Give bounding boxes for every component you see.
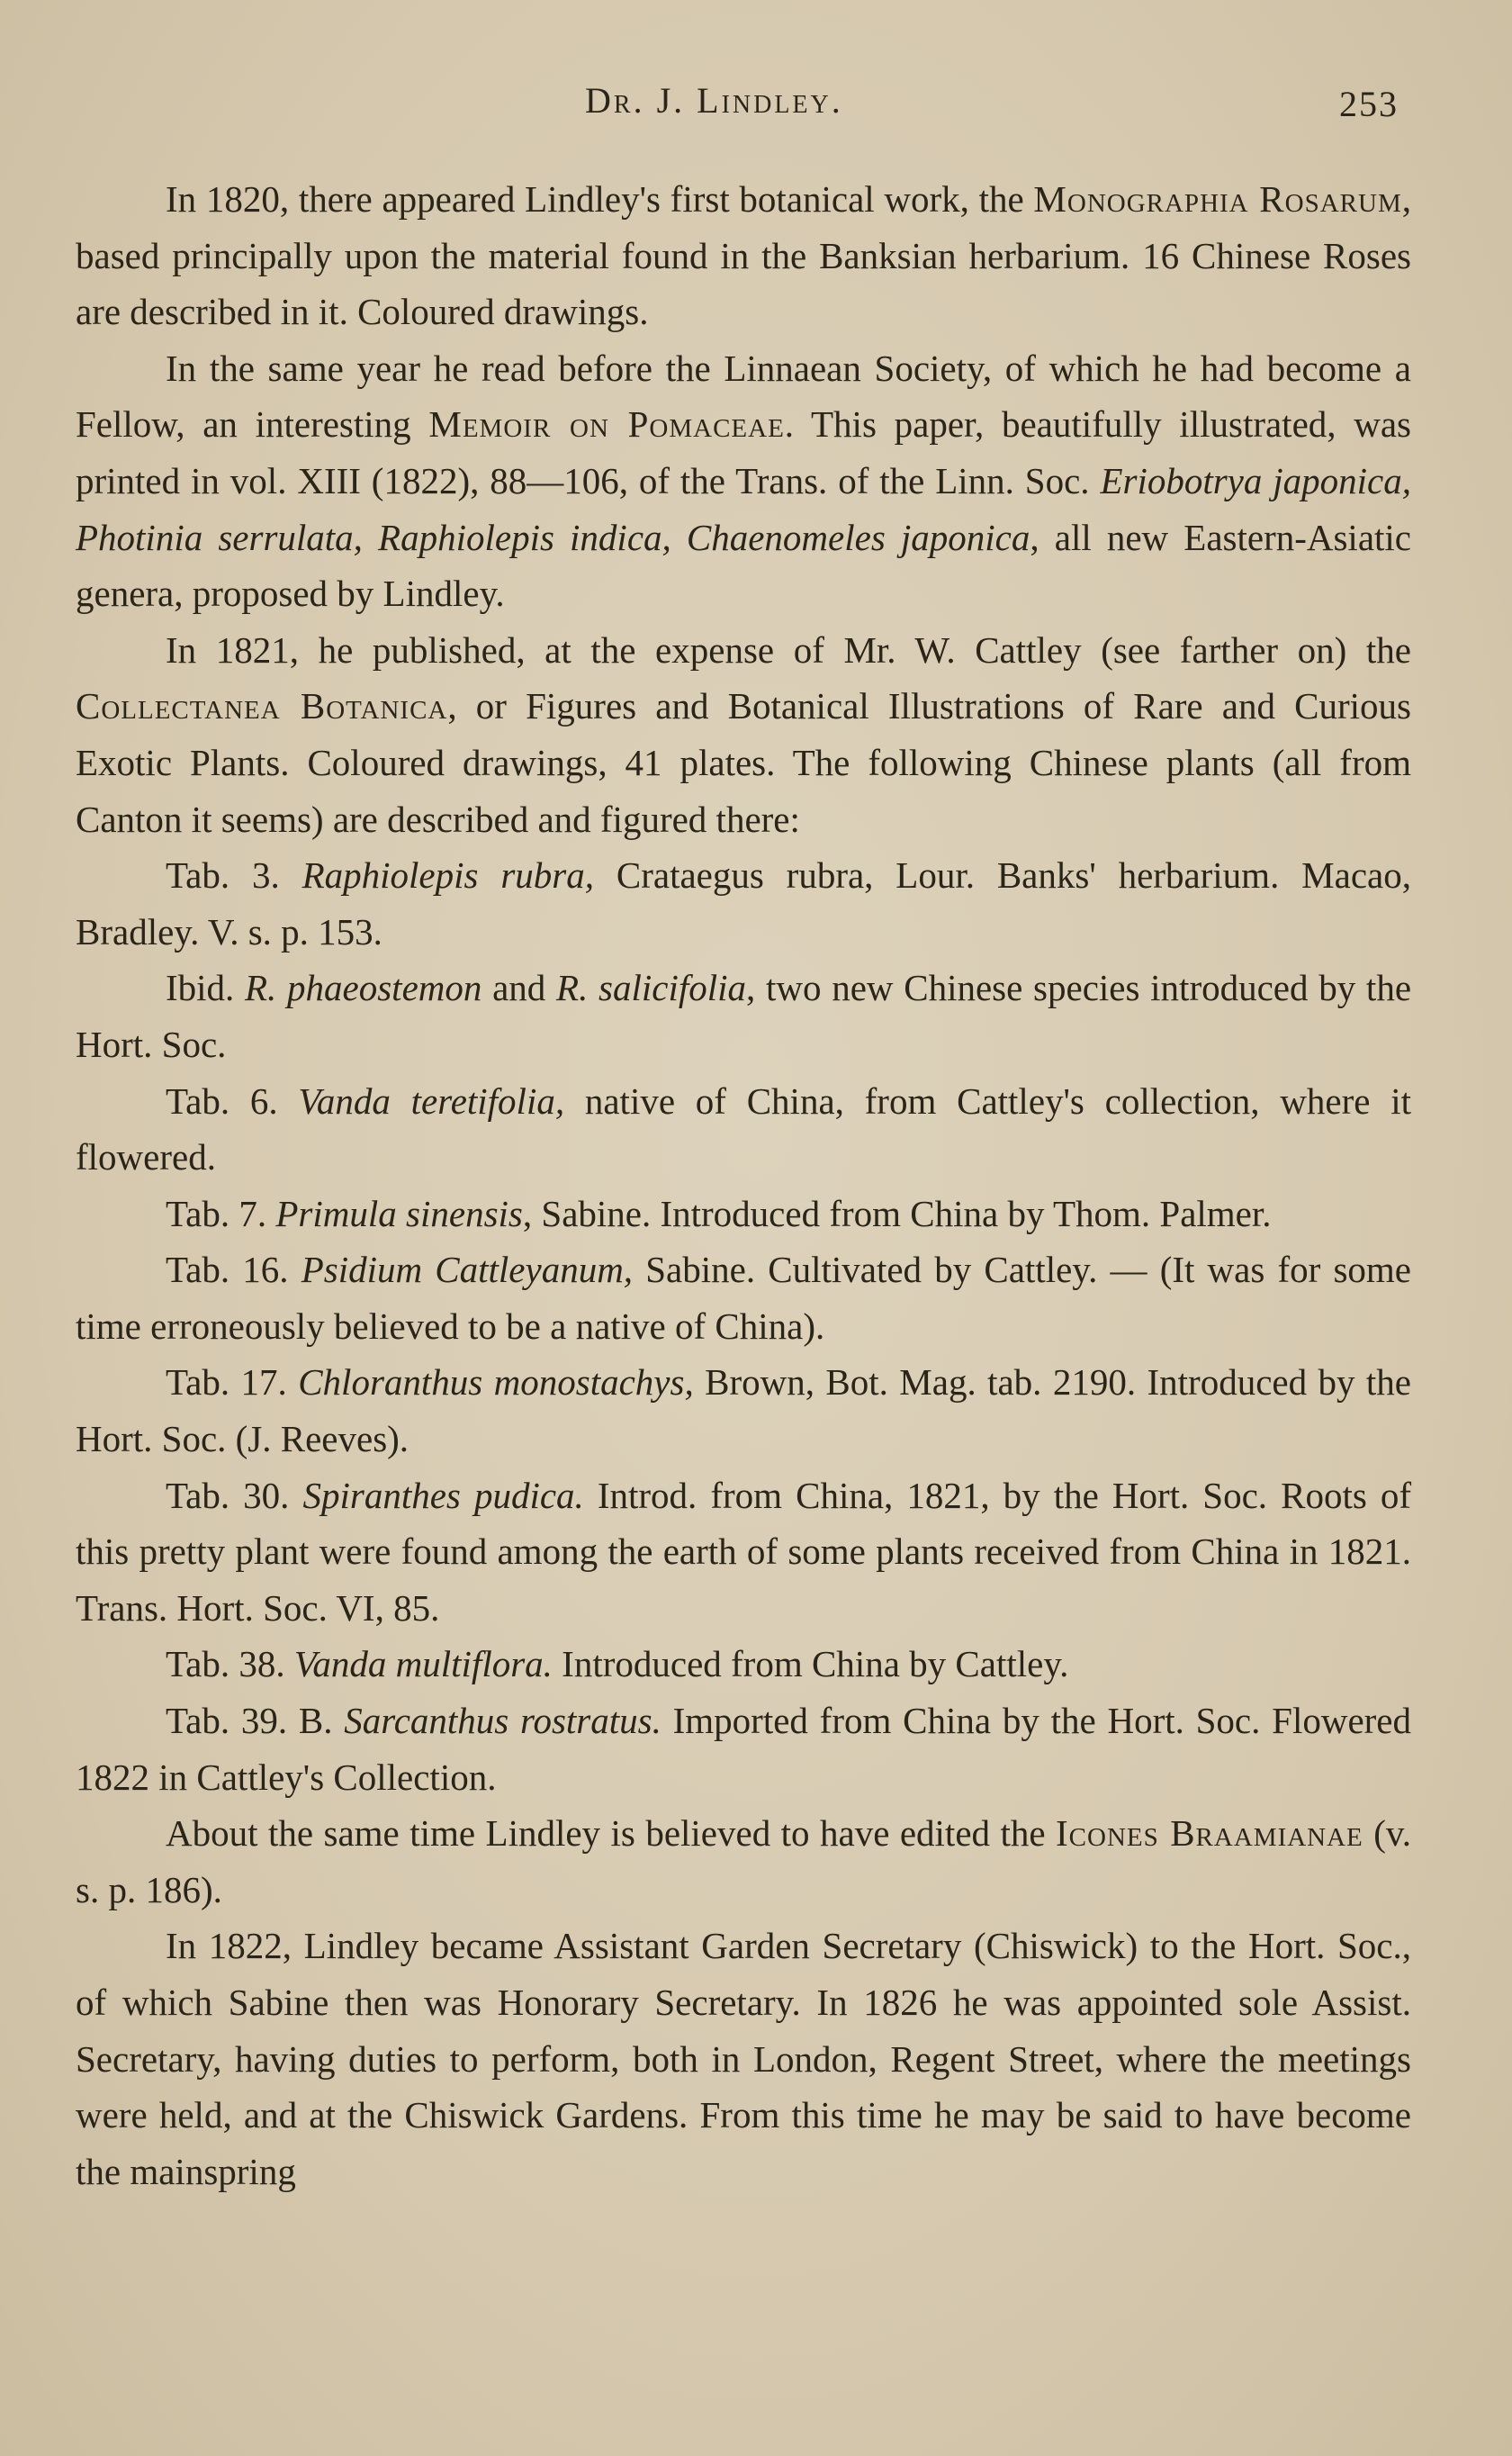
text-run: Tab. 17.	[166, 1361, 299, 1404]
text-run: Tab. 6.	[166, 1079, 299, 1122]
species-name: Chloranthus monostachys,	[298, 1361, 694, 1404]
work-title: Collectanea Botanica	[76, 685, 448, 727]
species-name: R. salicifolia	[556, 967, 747, 1009]
species-name: Spiranthes pudica.	[302, 1474, 584, 1516]
entry-tab-6	[76, 1073, 1411, 1186]
species-name: Vanda teretifolia,	[298, 1079, 565, 1122]
species-name: Vanda multiflora.	[293, 1643, 553, 1685]
text-run: In 1821, he published, at the expense of Mr. W. Cattley (see farther on) the	[166, 628, 1411, 671]
text-run: About the same time Lindley is believed to have edited the	[166, 1812, 1057, 1855]
work-title: Monographia Rosarum	[1033, 178, 1402, 220]
text-run: In 1822, Lindley became Assistant Garden Secretary (Chiswick) to the Hort. Soc., of which Sabine then was Honorary Secretary. In 1826 he was appointed sole Assist. Secretary, having duties to perform, both in London, Regent Street, where the meetings were held, and at the Chiswick Gardens. From this time he may be said to have become the mainspring	[76, 1925, 1411, 2192]
text-run: and	[482, 967, 557, 1009]
text-run: Tab. 38.	[166, 1643, 294, 1685]
text-run: Tab. 16.	[166, 1249, 302, 1291]
entry-tab-39	[76, 1693, 1411, 1805]
text-run: Introd. from China, 1821, by the Hort. Soc. Roots of this pretty plant were found among the earth of some plants received from China in 1821. Trans. Hort. Soc. VI, 85.	[76, 1474, 1412, 1629]
text-run: In 1820, there appeared Lindley's first botanical work, the	[166, 178, 1034, 220]
text-run: , Sabine. Introduced from China by Thom. Palmer.	[522, 1192, 1272, 1234]
text-run: Tab. 30.	[166, 1474, 303, 1516]
text-run: . This paper, beautifully illustrated, was printed in vol. XIII (1822), 88—106, of the Trans. of the Linn. Soc.	[76, 403, 1411, 501]
text-run: Crataegus rubra, Lour. Banks' herbarium. Macao, Bradley. V. s. p. 153.	[76, 854, 1411, 953]
text-run: Tab. 39. B.	[166, 1700, 345, 1742]
running-head: Dr. J. Lindley.	[585, 80, 843, 121]
text-run: , or Figures and Botanical Illustrations of Rare and Curious Exotic Plants. Coloured drawings, 41 plates. The following Chinese plants (all from Canton it seems) are described and figured there:	[76, 685, 1411, 840]
text-run: Tab. 3.	[166, 854, 302, 897]
species-name: Raphiolepis rubra,	[302, 854, 595, 897]
text-run: Tab. 7.	[166, 1192, 276, 1234]
text-run: In the same year he read before the Linnaean Society, of which he had become a Fellow, an interesting	[76, 347, 1411, 446]
page-body	[76, 171, 1411, 2199]
work-title: Icones Braamianae	[1056, 1812, 1364, 1855]
species-name: Primula sinensis	[275, 1192, 523, 1234]
work-title: Memoir on Pomaceae	[428, 403, 785, 446]
species-names: Eriobotrya japonica, Photinia serrulata, Raphiolepis indica, Chaenomeles japonica	[76, 459, 1411, 558]
species-name: Sarcanthus rostratus.	[344, 1700, 662, 1742]
species-name: R. phaeostemon	[245, 967, 482, 1009]
entry-tab-17	[76, 1354, 1411, 1467]
text-run: Ibid.	[166, 967, 246, 1009]
paragraph-collectanea-botanica	[76, 622, 1411, 847]
species-name: Psidium Cattleyanum,	[301, 1249, 634, 1291]
entry-tab-7	[76, 1186, 1411, 1242]
text-run: native of China, from Cattley's collection, where it flowered.	[76, 1079, 1411, 1178]
entry-tab-3	[76, 847, 1411, 960]
text-run: Introduced from China by Cattley.	[552, 1643, 1069, 1685]
text-run: (v. s. p. 186).	[76, 1812, 1411, 1910]
text-run: Sabine. Cultivated by Cattley. — (It was for some time erroneously believed to be a native of China).	[76, 1249, 1411, 1347]
page-header	[0, 79, 1512, 133]
text-run: Brown, Bot. Mag. tab. 2190. Introduced by the Hort. Soc. (J. Reeves).	[76, 1361, 1411, 1460]
text-run: , two new Chinese species introduced by the Hort. Soc.	[76, 967, 1412, 1065]
entry-tab-16	[76, 1242, 1411, 1354]
text-run: Imported from China by the Hort. Soc. Flowered 1822 in Cattley's Collection.	[76, 1700, 1411, 1798]
entry-tab-30	[76, 1467, 1411, 1637]
text-run: , all new Eastern-Asiatic genera, proposed by Lindley.	[76, 516, 1412, 615]
paragraph-icones-braamianae	[76, 1805, 1411, 1918]
paragraph-monographia-rosarum	[76, 171, 1411, 340]
text-run: , based principally upon the material found in the Banksian herbarium. 16 Chinese Roses are described in it. Coloured drawings.	[76, 178, 1411, 333]
page-number: 253	[1339, 84, 1399, 124]
entry-tab-38	[76, 1636, 1411, 1693]
entry-ibid	[76, 960, 1411, 1072]
paragraph-assistant-secretary	[76, 1918, 1411, 2199]
paragraph-memoir-pomaceae	[76, 340, 1411, 622]
